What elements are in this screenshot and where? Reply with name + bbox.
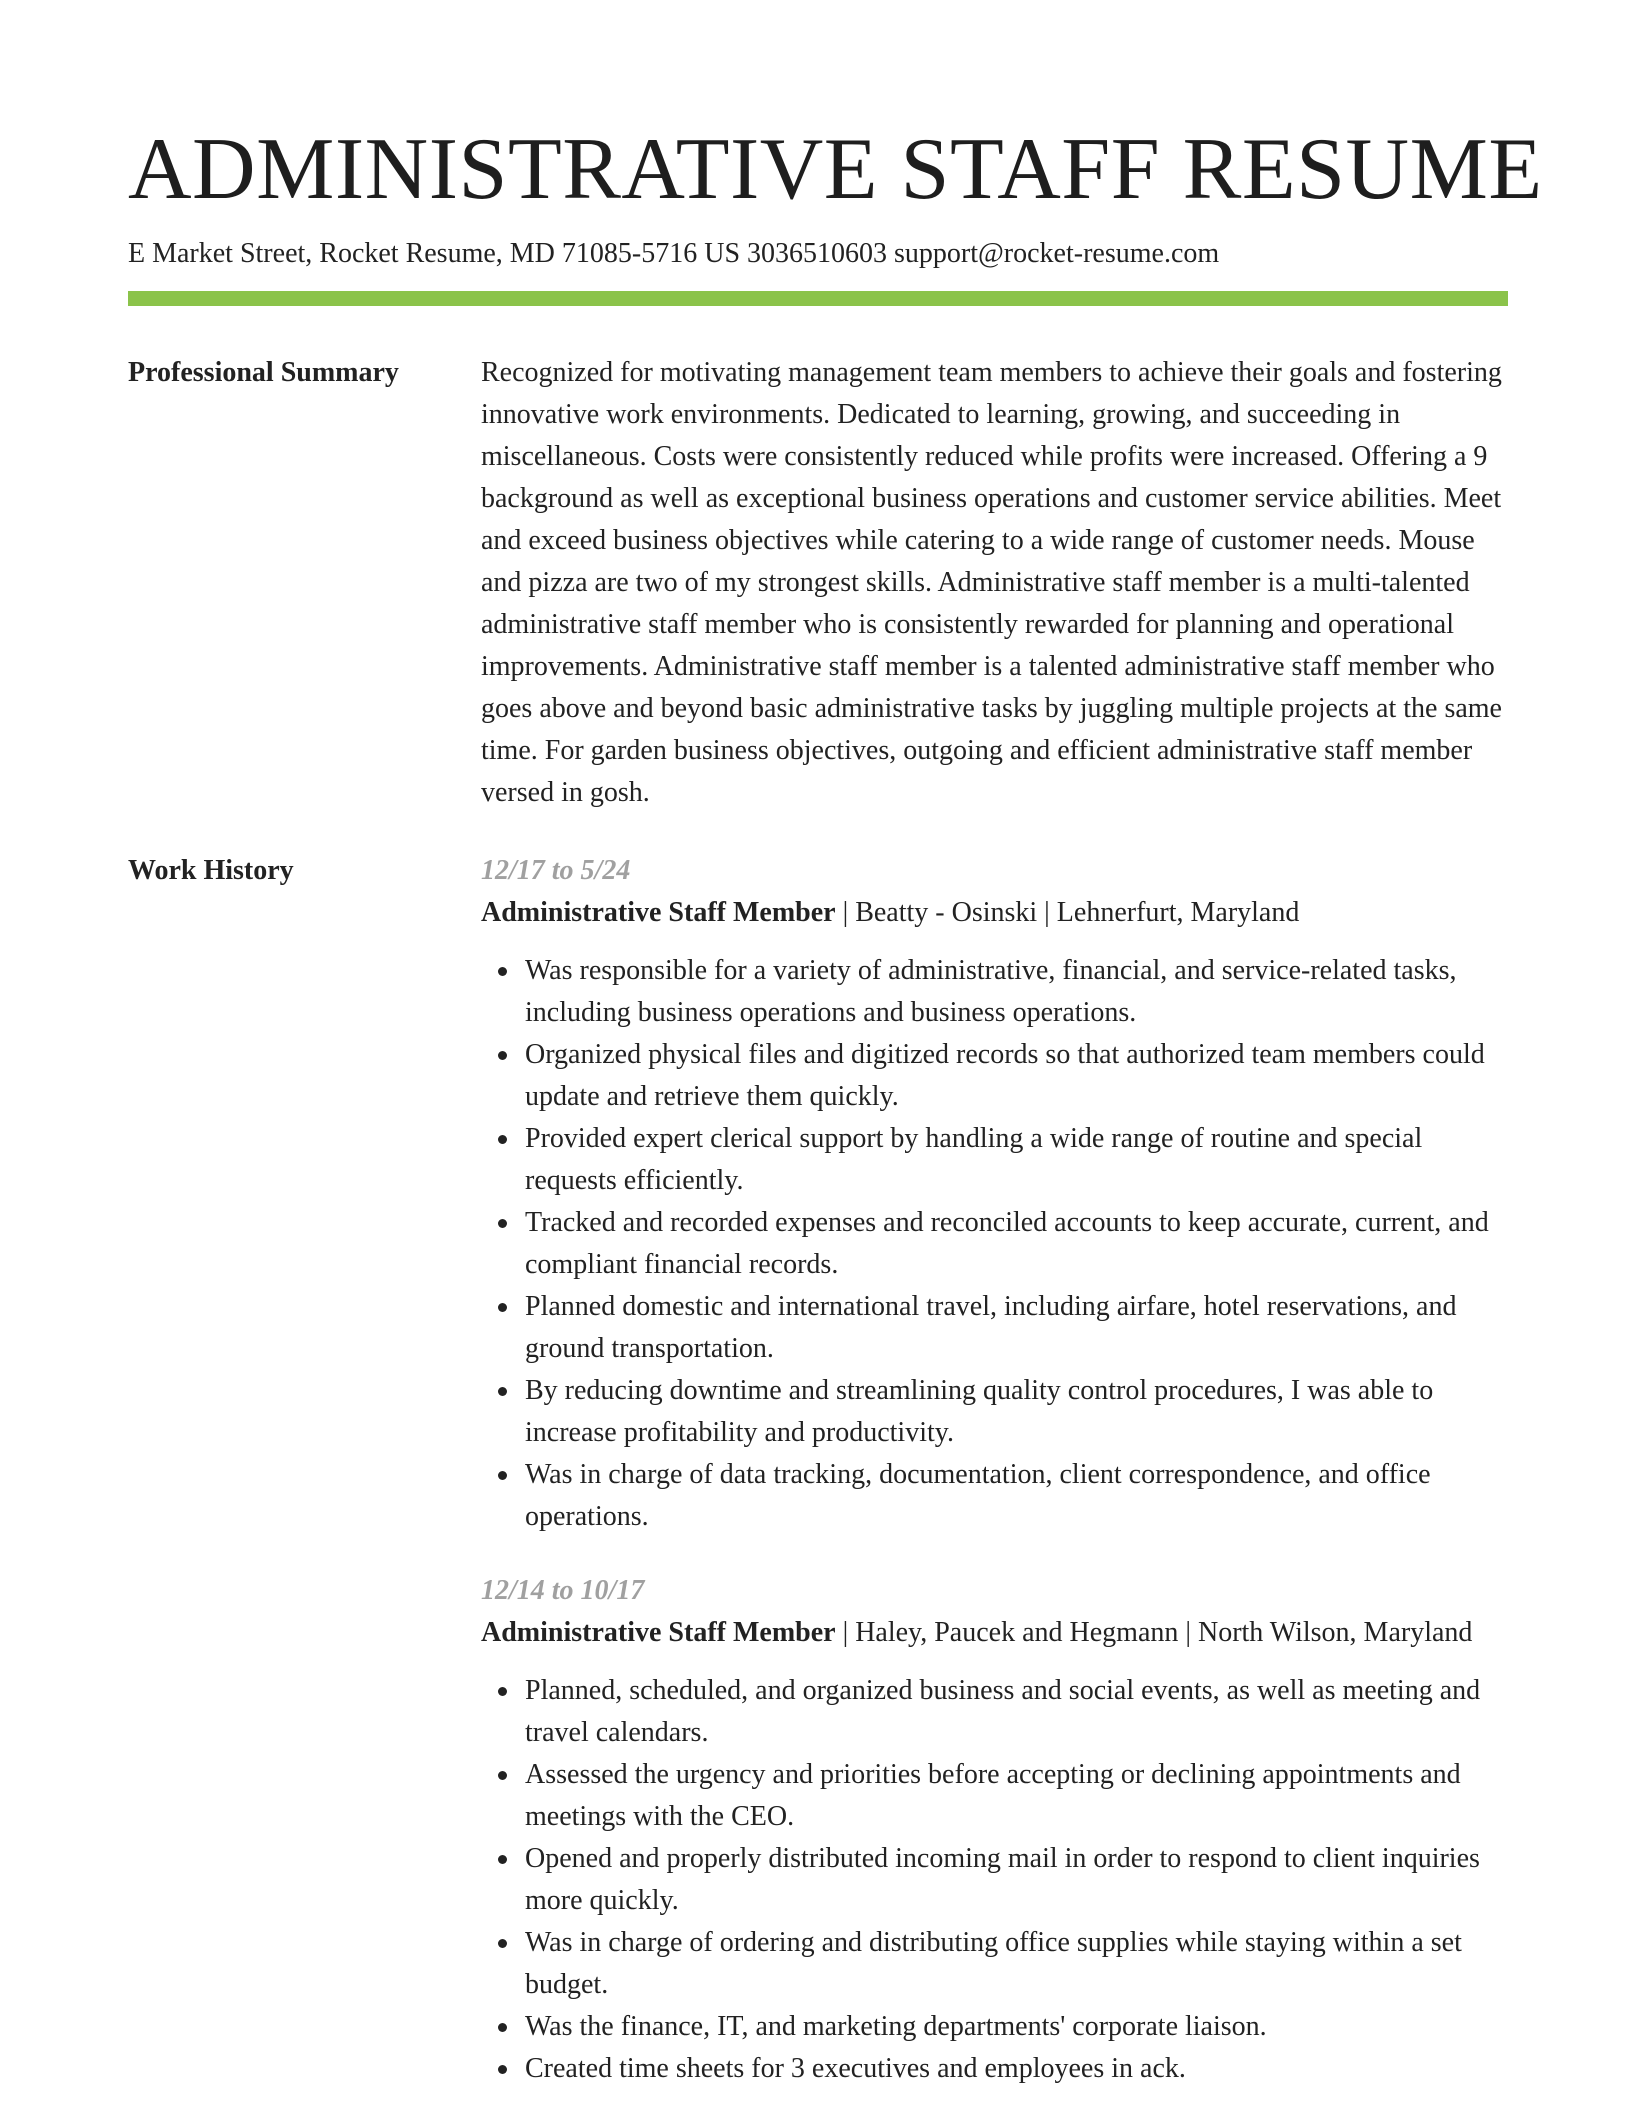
duty-item: Provided expert clerical support by handling a wide range of routine and special requests efficiently. <box>525 1118 1508 1202</box>
duty-item: Organized physical files and digitized records so that authorized team members could update and retrieve them quickly. <box>525 1034 1508 1118</box>
summary-text: Recognized for motivating management team members to achieve their goals and fostering innovative work environments. Dedicated to learning, growing, and succeeding in miscellaneous. Costs were consistently reduced while profits were increased. Offering a 9 background as well as exceptional business operations and customer service abilities. Meet and exceed business objectives while catering to a wide range of customer needs. Mouse and pizza are two of my strongest skills. Administrative staff member is a multi-talented administrative staff member who is consistently rewarded for planning and operational improvements. Administrative staff member is a talented administrative staff member who goes above and beyond basic administrative tasks by juggling multiple projects at the same time. For garden business objectives, outgoing and efficient administrative staff member versed in gosh. <box>481 357 1502 808</box>
resume-page <box>128 118 1543 2090</box>
job-duties-list <box>481 950 1508 1538</box>
summary-body <box>481 352 1508 814</box>
job-dates: 12/14 to 10/17 <box>481 1575 645 1606</box>
header-divider <box>128 291 1508 306</box>
duty-item: Was the finance, IT, and marketing departments' corporate liaison. <box>525 2006 1508 2048</box>
section-label-summary: Professional Summary <box>128 357 399 388</box>
job-title: Administrative Staff Member <box>481 1617 836 1648</box>
duty-item: Planned, scheduled, and organized business and social events, as well as meeting and travel calendars. <box>525 1670 1508 1754</box>
duty-item: By reducing downtime and streamlining quality control procedures, I was able to increase profitability and productivity. <box>525 1370 1508 1454</box>
professional-summary-section <box>128 352 1508 814</box>
resume-title: ADMINISTRATIVE STAFF RESUME <box>128 121 1543 218</box>
duty-item: Tracked and recorded expenses and reconciled accounts to keep accurate, current, and compliant financial records. <box>525 1202 1508 1286</box>
section-label-work: Work History <box>128 855 294 886</box>
job-title: Administrative Staff Member <box>481 897 836 928</box>
job-heading <box>481 1612 1508 1654</box>
job-dates: 12/17 to 5/24 <box>481 855 631 886</box>
job-employer-location: | Beatty - Osinski | Lehnerfurt, Maryland <box>835 897 1300 928</box>
job-employer-location: | Haley, Paucek and Hegmann | North Wilson, Maryland <box>835 1617 1473 1648</box>
duty-item: Was in charge of ordering and distributing office supplies while staying within a set budget. <box>525 1922 1508 2006</box>
duty-item: Created time sheets for 3 executives and employees in ack. <box>525 2048 1508 2090</box>
job-entry <box>481 1570 1508 2090</box>
job-duties-list <box>481 1670 1508 2090</box>
job-entry <box>481 850 1508 1538</box>
duty-item: Was in charge of data tracking, documentation, client correspondence, and office operations. <box>525 1454 1508 1538</box>
duty-item: Assessed the urgency and priorities before accepting or declining appointments and meetings with the CEO. <box>525 1754 1508 1838</box>
job-heading <box>481 892 1508 934</box>
contact-info: E Market Street, Rocket Resume, MD 71085-5716 US 3036510603 support@rocket-resume.com <box>128 238 1220 269</box>
duty-item: Was responsible for a variety of administrative, financial, and service-related tasks, including business operations and business operations. <box>525 950 1508 1034</box>
duty-item: Opened and properly distributed incoming mail in order to respond to client inquiries more quickly. <box>525 1838 1508 1922</box>
work-history-body <box>481 850 1508 2090</box>
work-history-section <box>128 850 1508 2090</box>
duty-item: Planned domestic and international travel, including airfare, hotel reservations, and ground transportation. <box>525 1286 1508 1370</box>
